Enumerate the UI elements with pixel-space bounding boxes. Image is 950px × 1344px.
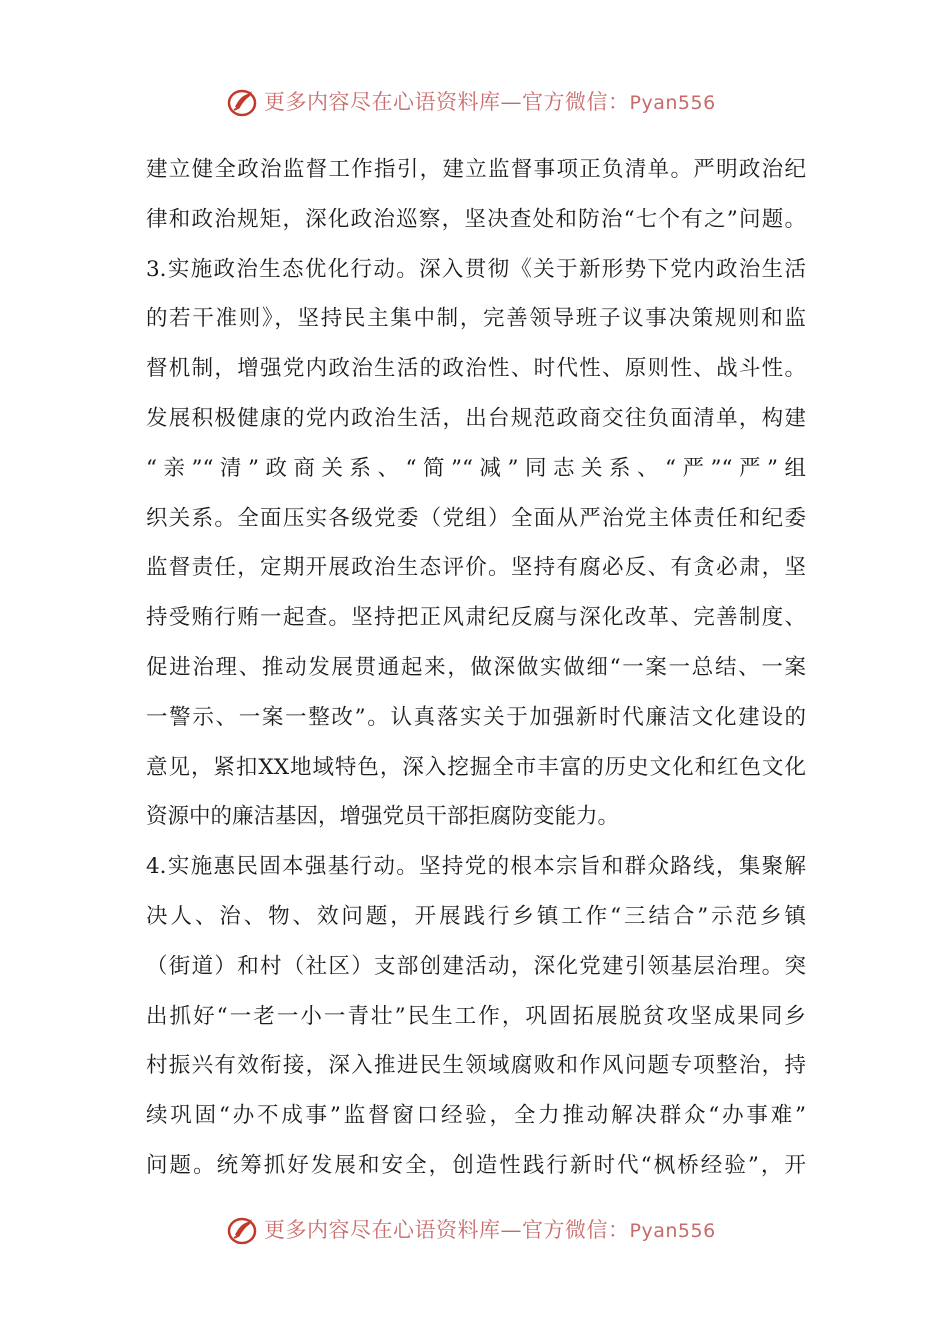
- text-line: 决人、治、物、效问题，开展践行乡镇工作“三结合”示范乡镇: [146, 903, 806, 929]
- text-line: 村振兴有效衔接，深入推进民生领域腐败和作风问题专项整治，持: [146, 1053, 806, 1079]
- text-line: 问题。统筹抓好发展和安全，创造性践行新时代“枫桥经验”，开: [146, 1152, 806, 1178]
- pen-seal-logo-icon: [226, 86, 260, 118]
- text-line: 一警示、一案一整改”。认真落实关于加强新时代廉洁文化建设的: [146, 704, 806, 730]
- text-line: 监督责任，定期开展政治生态评价。坚持有腐必反、有贪必肃，坚: [146, 555, 806, 581]
- text-line: 发展积极健康的党内政治生活，出台规范政商交往负面清单，构建: [146, 405, 806, 431]
- footer-watermark: [0, 1210, 950, 1250]
- text-line: 3.实施政治生态优化行动。深入贯彻《关于新形势下党内政治生活: [146, 256, 806, 282]
- text-line: 出抓好“一老一小一青壮”民生工作，巩固拓展脱贫攻坚成果同乡: [146, 1003, 806, 1029]
- text-line: 持受贿行贿一起查。坚持把正风肃纪反腐与深化改革、完善制度、: [146, 605, 806, 631]
- document-body: [146, 145, 806, 1191]
- watermark-text: 更多内容尽在心语资料库—官方微信：Pyan556: [264, 90, 716, 114]
- text-line: 意见，紧扣XX地域特色，深入挖掘全市丰富的历史文化和红色文化: [146, 754, 806, 780]
- text-line: “亲”“清”政商关系、“简”“减”同志关系、“严”“严”组: [146, 455, 806, 481]
- pen-seal-logo-icon: [226, 1214, 260, 1246]
- text-line: 建立健全政治监督工作指引，建立监督事项正负清单。严明政治纪: [146, 157, 806, 182]
- text-line: 的若干准则》，坚持民主集中制，完善领导班子议事决策规则和监: [146, 306, 806, 332]
- header-watermark: [0, 82, 950, 122]
- text-line: 续巩固“办不成事”监督窗口经验，全力推动解决群众“办事难”: [146, 1103, 806, 1129]
- text-line: （街道）和村（社区）支部创建活动，深化党建引领基层治理。突: [146, 953, 806, 979]
- text-line: 督机制，增强党内政治生活的政治性、时代性、原则性、战斗性。: [146, 356, 806, 382]
- text-line: 促进治理、推动发展贯通起来，做深做实做细“一案一总结、一案: [146, 654, 806, 680]
- text-line: 织关系。全面压实各级党委（党组）全面从严治党主体责任和纪委: [146, 505, 806, 531]
- text-line: 4.实施惠民固本强基行动。坚持党的根本宗旨和群众路线，集聚解: [146, 854, 806, 880]
- text-line: 律和政治规矩，深化政治巡察，坚决查处和防治“七个有之”问题。: [146, 206, 806, 232]
- watermark-text: 更多内容尽在心语资料库—官方微信：Pyan556: [264, 1218, 716, 1242]
- text-line: 资源中的廉洁基因，增强党员干部拒腐防变能力。: [146, 804, 620, 830]
